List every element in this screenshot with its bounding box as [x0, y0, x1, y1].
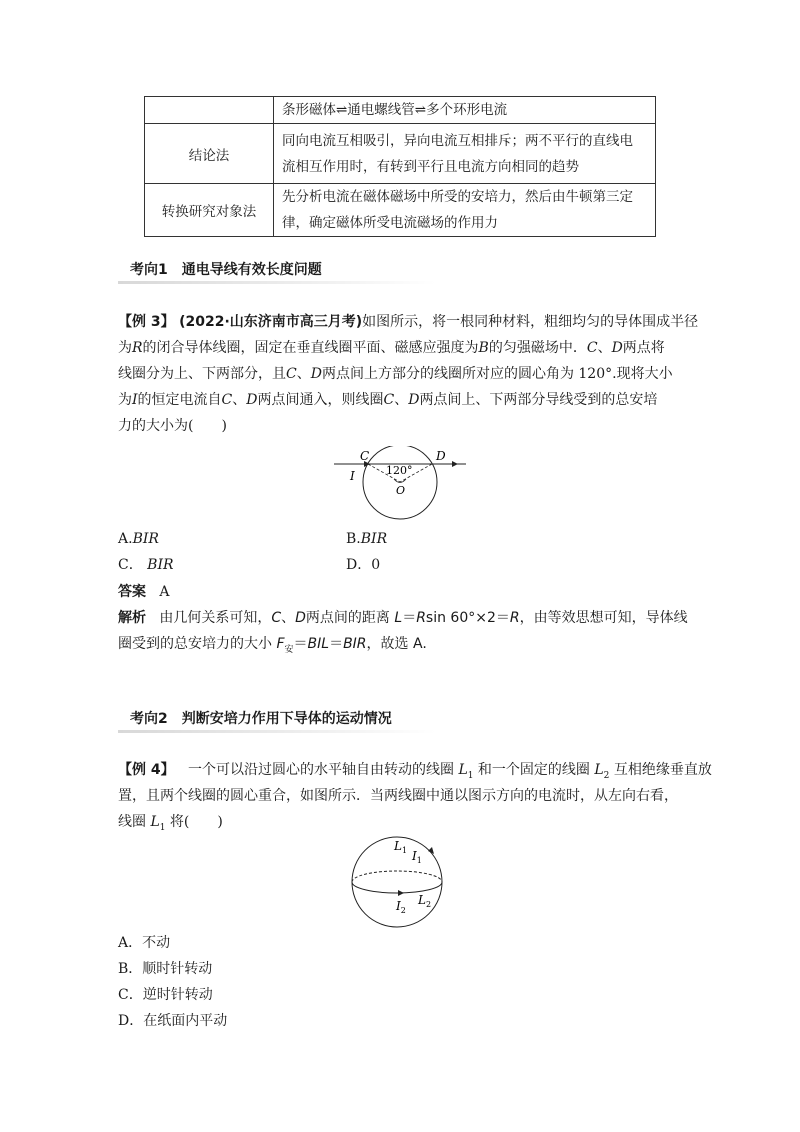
option-a: A.BIR — [118, 531, 159, 547]
section-heading-2 — [118, 707, 436, 733]
example-source: (2022·山东济南市高三月考) — [179, 314, 363, 330]
example-tag: 【例 4】 — [118, 762, 175, 778]
example3-line3: 线圈分为上、下两部分，且C、D两点间上方部分的线圈所对应的圆心角为 120°.现将大小 — [118, 366, 673, 382]
example4-line1: 【例 4】 一个可以沿过圆心的水平轴自由转动的线圈 $L_1$ 和一个固定的线圈 $L_2$ 互相绝缘垂直放 — [118, 762, 712, 781]
section-title: 考向2 判断安培力作用下导体的运动情况 — [130, 711, 392, 727]
answer-value: A — [159, 584, 170, 600]
option-b: B.BIR — [346, 531, 388, 547]
content-line: 流相互作用时，有转到平行且电流方向相同的趋势 — [282, 158, 579, 175]
analysis-line2: 圈受到的总安培力的大小 $F_安=BIL=BIR$，故选 A. — [118, 636, 427, 655]
methods-table — [144, 96, 656, 237]
arrow-l1-icon — [398, 890, 404, 896]
example4-line2: 置，且两个线圈的圆心重合，如图所示．当两线圈中通以图示方向的电流时，从左向右看， — [118, 788, 678, 804]
table-row — [145, 124, 656, 184]
option-d: D．在纸面内平动 — [118, 1013, 228, 1029]
label-i2: $I_2$ — [396, 899, 406, 915]
example3-line4: 为I的恒定电流自C、D两点间通入，则线圈C、D两点间上、下两部分导线受到的总安培 — [118, 392, 658, 408]
label-i1: $I_1$ — [412, 849, 422, 865]
method-cell: 结论法 — [145, 124, 274, 184]
label-o: O — [396, 484, 406, 497]
option-c: C． BIR — [118, 557, 174, 573]
example4-line3: 线圈 $L_1$ 将( ) — [118, 814, 223, 833]
section-underline — [118, 281, 436, 284]
answer-label: 答案 — [118, 584, 146, 600]
option-d: D．0 — [346, 557, 381, 573]
option-c: C．逆时针转动 — [118, 987, 213, 1003]
label-l2: $L_2$ — [418, 893, 432, 909]
table-row — [145, 184, 656, 237]
two-coils-figure — [346, 834, 448, 930]
label-c: C — [360, 449, 370, 463]
table-row — [145, 97, 656, 124]
section-underline — [118, 730, 436, 733]
content-cell: 条形磁体⇌通电螺线管⇌多个环形电流 — [274, 97, 656, 124]
content-cell — [274, 184, 656, 237]
option-a: A．不动 — [118, 935, 171, 951]
coil-l1-front — [352, 882, 442, 893]
answer-line — [118, 579, 169, 605]
example3-line2: 为R的闭合导体线圈，固定在垂直线圈平面、磁感应强度为B的匀强磁场中．C、D两点将 — [118, 340, 665, 356]
method-cell: 转换研究对象法 — [145, 184, 274, 237]
label-angle: 120° — [386, 464, 413, 477]
content-line: 律，确定磁体所受电流磁场的作用力 — [282, 215, 498, 231]
example-tag: 【例 3】 — [118, 314, 175, 330]
section-title: 考向1 通电导线有效长度问题 — [130, 262, 322, 278]
circle-coil-figure — [320, 446, 480, 526]
method-cell — [145, 97, 274, 124]
option-b: B．顺时针转动 — [118, 961, 213, 977]
arrow-right-icon — [452, 461, 458, 467]
content-line: 同向电流互相吸引，异向电流互相排斥；两不平行的直线电 — [282, 132, 633, 149]
example3-line5: 力的大小为( ) — [118, 418, 227, 434]
label-l1: $L_1$ — [394, 839, 408, 855]
content-line: 先分析电流在磁体磁场中所受的安培力，然后由牛顿第三定 — [282, 189, 633, 205]
analysis-line1: 解析 由几何关系可知，C、D两点间的距离 L＝Rsin 60°×2＝R，由等效思想可知，导体线 — [118, 610, 688, 626]
label-d: D — [436, 449, 446, 463]
analysis-label: 解析 — [118, 610, 146, 626]
section-heading-1 — [118, 258, 436, 284]
coil-l1-back — [352, 871, 442, 882]
content-cell — [274, 124, 656, 184]
label-i: I — [350, 469, 355, 483]
example3-line1: 【例 3】 (2022·山东济南市高三月考)如图所示，将一根同种材料，粗细均匀的导体围成半径 — [118, 314, 699, 330]
